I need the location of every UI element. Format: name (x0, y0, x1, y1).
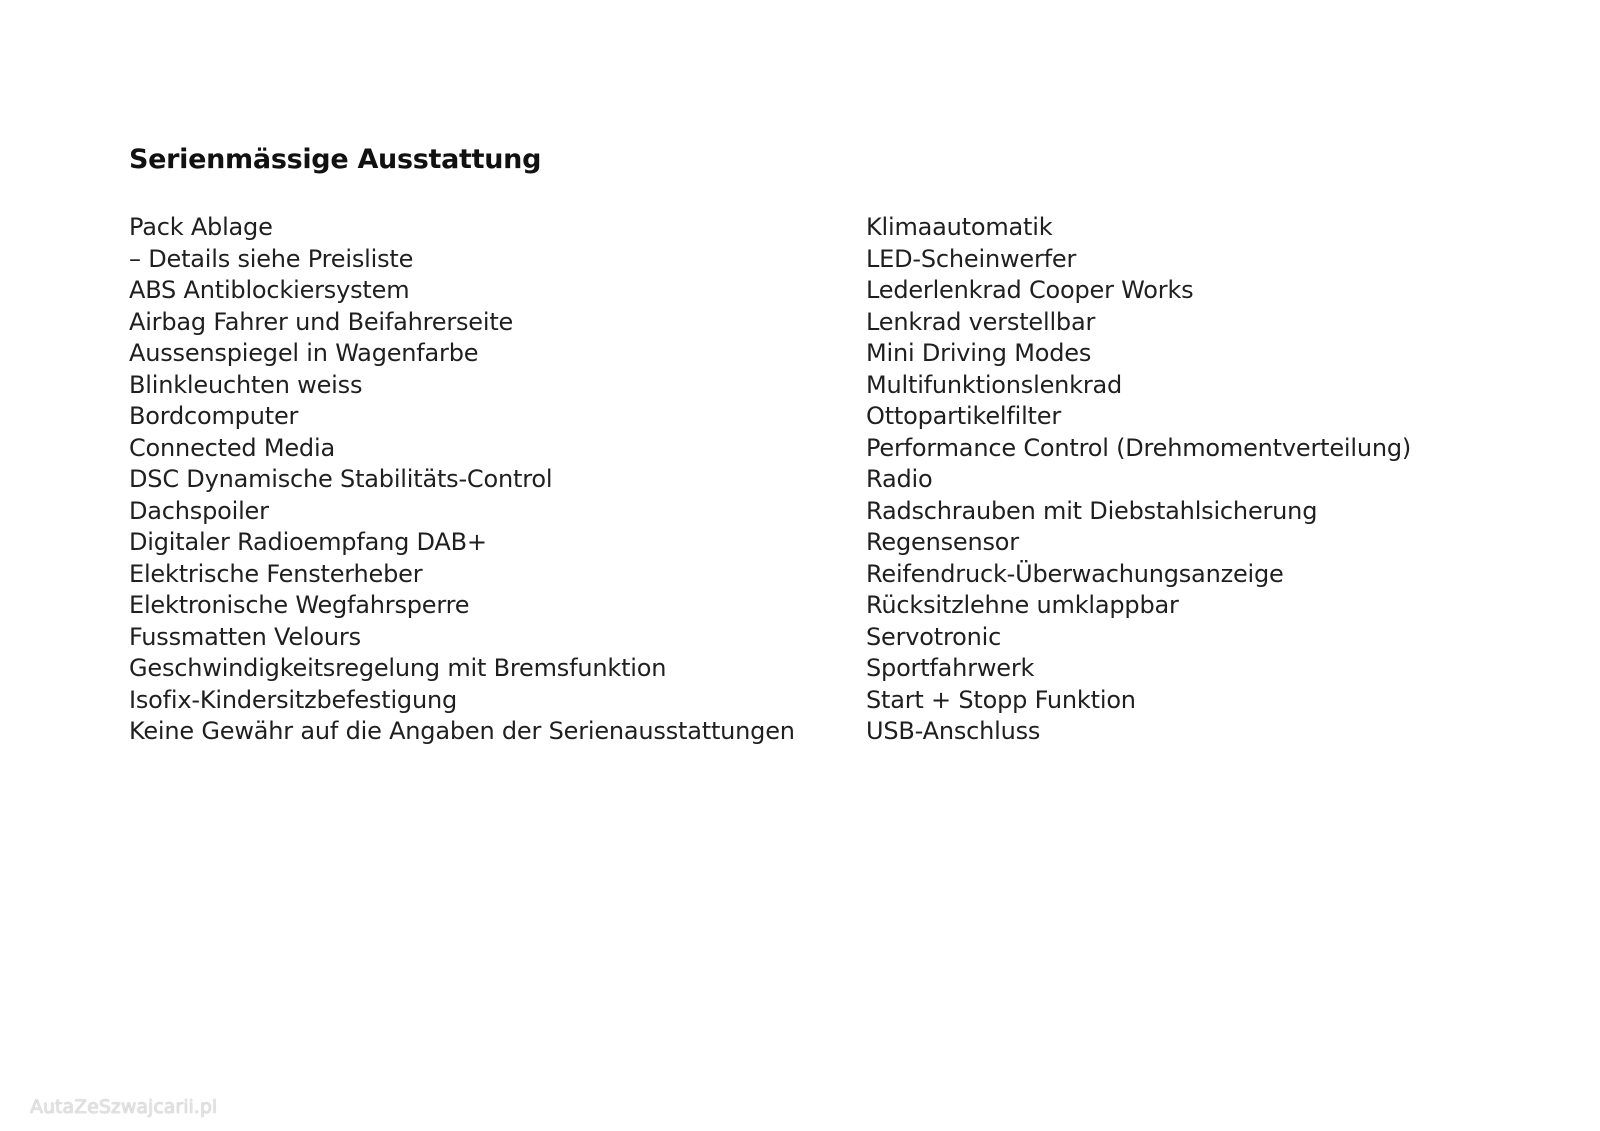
list-item: ABS Antiblockiersystem (129, 276, 410, 304)
list-item: Performance Control (Drehmomentverteilung) (866, 433, 1412, 462)
list-item: Pack Ablage (129, 213, 273, 241)
list-item: Start + Stopp Funktion (866, 685, 1136, 714)
list-item: Blinkleuchten weiss (129, 370, 363, 399)
list-item: Airbag Fahrer und Beifahrerseite (129, 307, 514, 336)
list-item: Elektronische Wegfahrsperre (129, 591, 470, 619)
list-item: Rücksitzlehne umklappbar (866, 591, 1179, 619)
watermark: AutaZeSzwajcarii.pl (30, 1096, 218, 1118)
list-item: Ottopartikelfilter (866, 402, 1061, 430)
list-item: LED-Scheinwerfer (866, 244, 1077, 273)
equipment-list-left (129, 212, 795, 748)
list-item: DSC Dynamische Stabilitäts-Control (129, 465, 553, 493)
list-item: Bordcomputer (129, 402, 299, 430)
list-item: Servotronic (866, 622, 1002, 651)
list-item: Klimaautomatik (866, 213, 1053, 241)
list-item: – Details siehe Preisliste (129, 244, 414, 273)
list-item: Dachspoiler (129, 496, 269, 525)
list-item: Reifendruck-Überwachungsanzeige (866, 559, 1284, 588)
list-item: Aussenspiegel in Wagenfarbe (129, 339, 479, 367)
list-item: Radio (866, 465, 933, 493)
list-item: USB-Anschluss (866, 717, 1041, 745)
equipment-list-right (866, 212, 1411, 748)
list-item: Lederlenkrad Cooper Works (866, 276, 1194, 304)
list-item: Mini Driving Modes (866, 339, 1092, 367)
list-item: Lenkrad verstellbar (866, 307, 1096, 336)
disclaimer-text: Keine Gewähr auf die Angaben der Serienausstattungen (129, 717, 795, 745)
list-item: Geschwindigkeitsregelung mit Bremsfunktion (129, 654, 667, 682)
page-title: Serienmässige Ausstattung (129, 144, 542, 175)
list-item: Isofix-Kindersitzbefestigung (129, 685, 457, 714)
list-item: Regensensor (866, 528, 1019, 556)
list-item: Elektrische Fensterheber (129, 559, 423, 588)
list-item: Fussmatten Velours (129, 622, 361, 651)
list-item: Digitaler Radioempfang DAB+ (129, 528, 487, 556)
list-item: Radschrauben mit Diebstahlsicherung (866, 496, 1318, 525)
list-item: Connected Media (129, 433, 335, 462)
list-item: Multifunktionslenkrad (866, 370, 1123, 399)
list-item: Sportfahrwerk (866, 654, 1035, 682)
